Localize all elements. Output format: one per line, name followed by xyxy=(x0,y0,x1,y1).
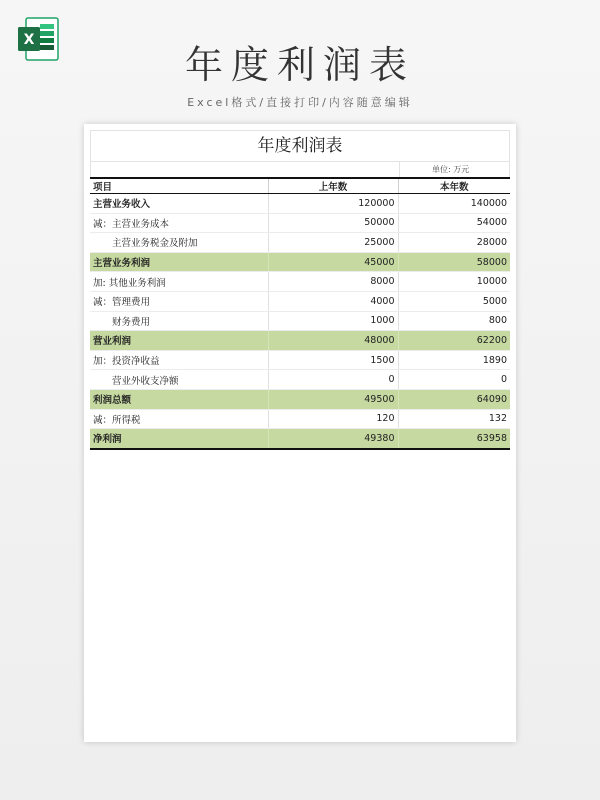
table-row-highlight xyxy=(90,429,510,449)
page-subtitle: Excel格式/直接打印/内容随意编辑 xyxy=(187,96,413,109)
table-row-highlight xyxy=(90,331,510,351)
curr-year-value: 10000 xyxy=(398,272,510,292)
excel-icon-letter: X xyxy=(23,32,35,48)
col-header-prev-year: 上年数 xyxy=(268,178,398,194)
page-title: 年度利润表 xyxy=(184,43,415,87)
row-label: 营业利润 xyxy=(90,331,268,351)
table-row xyxy=(90,213,510,233)
table-header-row xyxy=(90,178,510,194)
col-header-curr-year: 本年数 xyxy=(398,178,510,194)
curr-year-value: 1890 xyxy=(398,350,510,370)
row-label: 减：主营业务成本 xyxy=(90,213,268,233)
prev-year-value: 25000 xyxy=(268,233,398,253)
curr-year-value: 54000 xyxy=(398,213,510,233)
row-label: 减：管理费用 xyxy=(90,291,268,311)
prev-year-value: 120000 xyxy=(268,194,398,214)
table-row-highlight xyxy=(90,252,510,272)
spreadsheet-preview xyxy=(84,124,516,742)
row-label: 主营业务收入 xyxy=(90,194,268,214)
row-label: 财务费用 xyxy=(90,311,268,331)
prev-year-value: 45000 xyxy=(268,252,398,272)
prev-year-value: 1500 xyxy=(268,350,398,370)
table-row xyxy=(90,194,510,214)
curr-year-value: 58000 xyxy=(398,252,510,272)
curr-year-value: 140000 xyxy=(398,194,510,214)
curr-year-value: 800 xyxy=(398,311,510,331)
table-row xyxy=(90,350,510,370)
table-row xyxy=(90,370,510,390)
row-label: 加：投资净收益 xyxy=(90,350,268,370)
table-row xyxy=(90,272,510,292)
curr-year-value: 28000 xyxy=(398,233,510,253)
prev-year-value: 48000 xyxy=(268,331,398,351)
unit-label: 单位: 万元 xyxy=(432,165,470,174)
curr-year-value: 132 xyxy=(398,409,510,429)
row-label: 利润总额 xyxy=(90,389,268,409)
row-label: 净利润 xyxy=(90,429,268,449)
curr-year-value: 64090 xyxy=(398,389,510,409)
row-label: 主营业务利润 xyxy=(90,252,268,272)
curr-year-value: 62200 xyxy=(398,331,510,351)
table-row xyxy=(90,311,510,331)
prev-year-value: 1000 xyxy=(268,311,398,331)
unit-row xyxy=(90,161,510,177)
table-row xyxy=(90,409,510,429)
curr-year-value: 63958 xyxy=(398,429,510,449)
curr-year-value: 0 xyxy=(398,370,510,390)
prev-year-value: 4000 xyxy=(268,291,398,311)
sheet-title: 年度利润表 xyxy=(90,130,510,161)
prev-year-value: 49380 xyxy=(268,429,398,449)
prev-year-value: 0 xyxy=(268,370,398,390)
prev-year-value: 8000 xyxy=(268,272,398,292)
row-label: 加: 其他业务利润 xyxy=(90,272,268,292)
curr-year-value: 5000 xyxy=(398,291,510,311)
row-label: 减：所得税 xyxy=(90,409,268,429)
prev-year-value: 50000 xyxy=(268,213,398,233)
table-row-highlight xyxy=(90,389,510,409)
table-row xyxy=(90,233,510,253)
row-label: 主营业务税金及附加 xyxy=(90,233,268,253)
row-label: 营业外收支净额 xyxy=(90,370,268,390)
col-header-item: 项目 xyxy=(90,178,268,194)
prev-year-value: 120 xyxy=(268,409,398,429)
table-row xyxy=(90,291,510,311)
income-statement-table xyxy=(90,177,510,450)
prev-year-value: 49500 xyxy=(268,389,398,409)
